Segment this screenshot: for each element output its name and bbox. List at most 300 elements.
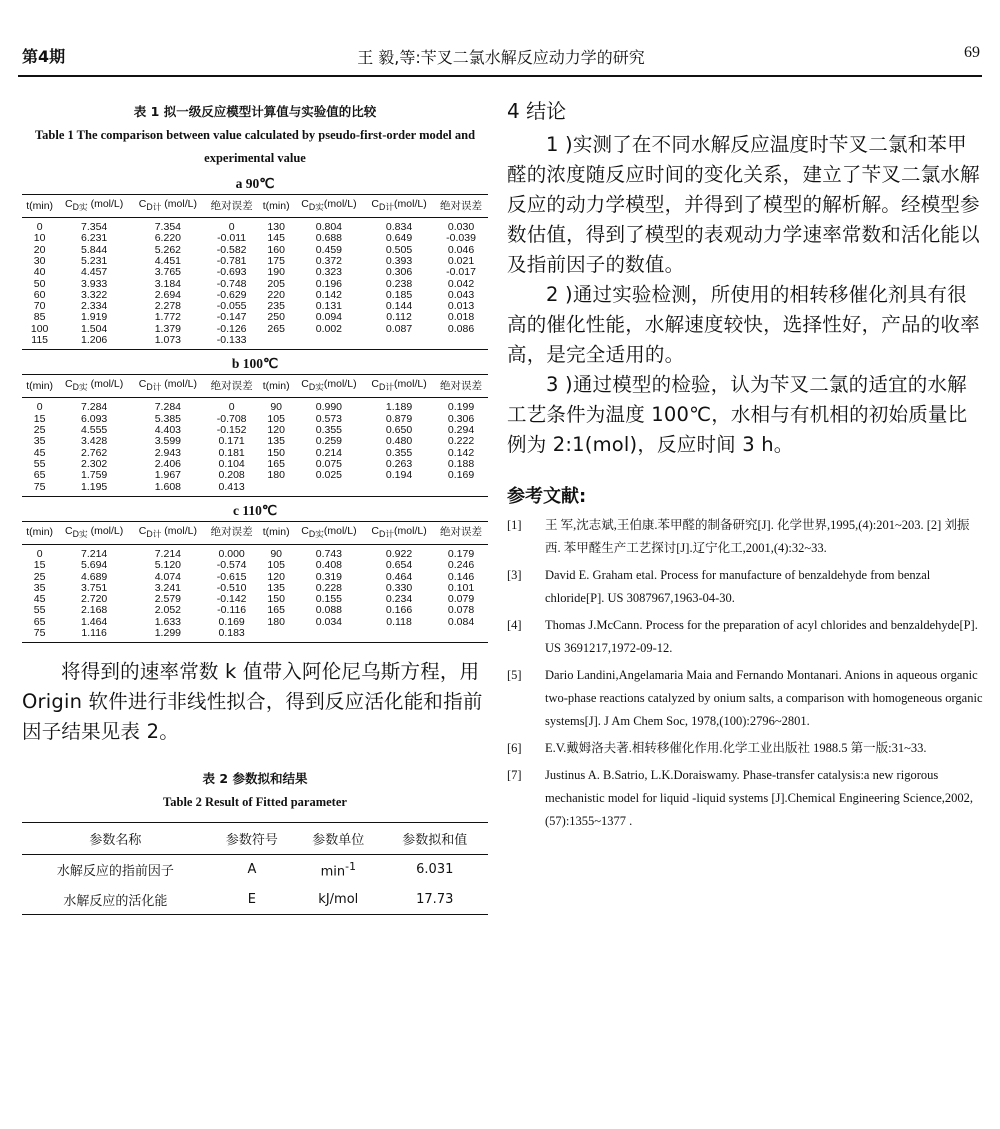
column-header: $C_{D实}(mol/L)$ (301, 524, 357, 539)
table-cell: 0 (228, 221, 235, 234)
table-cell: A (247, 862, 257, 878)
table-cell: 235 (267, 300, 285, 313)
table-cell: 0.183 (218, 627, 245, 639)
table2 (22, 822, 488, 914)
reference-number: [6] (507, 741, 522, 755)
table2-body (22, 855, 488, 914)
table-cell (364, 628, 434, 643)
table-cell: 0.142 (447, 446, 475, 459)
table-cell: -0.748 (216, 277, 247, 290)
table-cell: 5.231 (81, 254, 108, 267)
table-cell: 0.088 (315, 604, 343, 617)
column-header: 绝对误差 (210, 379, 253, 392)
table-cell: -0.708 (216, 412, 247, 425)
table-cell: 0.181 (218, 446, 245, 459)
conclusion-paragraph-1: 1 )实测了在不同水解反应温度时苄叉二氯和苯甲醛的浓度随反应时间的变化关系，建立了苄叉二氯水解反应的动力学模型，并得到了模型的解析解。经模型参数估值，得到了模型的表观动力学速率常数和活化能以及指前因子的数值。 (507, 133, 980, 276)
table-cell: 0.046 (447, 243, 475, 256)
table-cell: -0.055 (216, 300, 247, 313)
table-cell: -0.629 (216, 288, 247, 301)
table-header-row (22, 375, 488, 398)
table-cell: 175 (267, 254, 285, 267)
table-cell: 105 (267, 412, 285, 425)
table-cell: 0.743 (315, 547, 343, 560)
table-cell: 0.002 (315, 322, 343, 335)
table-cell: 2.052 (154, 604, 181, 617)
table-row (22, 482, 488, 497)
table-cell: 0.196 (315, 277, 343, 290)
table-cell: 3.933 (81, 277, 108, 290)
reference-item (507, 664, 983, 733)
reference-item (507, 614, 983, 660)
table-cell: 0.688 (315, 232, 343, 245)
table-cell: 1.504 (81, 322, 108, 335)
table2-caption-cn: 表 2 参数拟和结果 (202, 771, 308, 787)
table-cell: 0 (228, 401, 235, 414)
table-cell: 水解反应的活化能 (22, 885, 209, 915)
table-cell: 15 (33, 412, 46, 425)
table-cell: 0.413 (218, 480, 245, 493)
table-cell: -0.615 (216, 570, 247, 583)
table-cell: 0.185 (385, 288, 413, 301)
table-row (22, 267, 488, 278)
table-header-row (22, 521, 488, 544)
table-cell: 7.354 (81, 221, 108, 234)
table-cell: 0.214 (315, 446, 343, 459)
table-cell: 0.155 (315, 593, 343, 606)
table-cell: 0.043 (447, 288, 475, 301)
table-cell: 1.759 (81, 469, 108, 482)
table-cell: -0.781 (216, 254, 247, 267)
table-cell: 0 (36, 401, 43, 414)
table-cell: 0.042 (447, 277, 475, 290)
column-header: t(min) (26, 199, 54, 212)
reference-number: [4] (507, 618, 522, 632)
table-cell: 0 (36, 221, 43, 234)
table-cell: 3.184 (154, 277, 181, 290)
column-header: t(min) (26, 526, 54, 539)
column-header: $C_{D计}$ (mol/L) (138, 378, 197, 393)
table1-subtitle: c 110℃ (232, 502, 278, 518)
table-cell: 0.084 (447, 615, 475, 628)
reference-number: [3] (507, 568, 522, 582)
table-cell: 1.116 (81, 627, 107, 639)
table-cell: 0.294 (447, 424, 475, 437)
table-cell: 0.169 (218, 615, 245, 628)
table-cell: 65 (33, 615, 46, 628)
table-cell (294, 335, 364, 350)
table-cell: 0.259 (315, 435, 343, 448)
reference-item (507, 737, 983, 760)
right-column (507, 95, 983, 837)
table1-caption-cn: 表 1 拟一级反应模型计算值与实验值的比较 (133, 104, 377, 119)
table-cell: 1.189 (385, 401, 413, 414)
table-cell: 65 (33, 469, 46, 482)
table-cell: 0.166 (385, 604, 413, 617)
column-header: 绝对误差 (440, 379, 483, 392)
table-cell: 5.120 (154, 559, 181, 572)
table-cell: 0.234 (385, 593, 413, 606)
table-cell: 265 (267, 322, 285, 335)
table-cell: 5.694 (81, 559, 108, 572)
table-cell (434, 628, 488, 643)
table-cell: 250 (267, 311, 285, 324)
table-cell: 45 (33, 593, 46, 606)
table-row (22, 436, 488, 447)
table-cell: 5.844 (81, 243, 108, 256)
table1-part (22, 521, 488, 643)
column-header: $C_{D实}(mol/L)$ (301, 378, 357, 393)
table-cell: 2.278 (154, 300, 181, 313)
table-cell: 2.720 (81, 593, 108, 606)
table-cell: 3.751 (81, 581, 108, 594)
column-header: $C_{D计}(mol/L)$ (371, 378, 427, 393)
table-cell: 0.013 (447, 300, 475, 313)
table-cell: -0.574 (216, 559, 247, 572)
table-cell: -0.017 (446, 266, 476, 279)
table-cell: 0.804 (315, 221, 343, 234)
table-cell: -0.039 (446, 232, 476, 245)
table-cell: 4.074 (154, 570, 181, 583)
table-cell: 17.73 (382, 885, 489, 915)
table-cell: 135 (267, 435, 285, 448)
column-header: $C_{D实}$ (mol/L) (65, 524, 124, 539)
table-cell: 15 (33, 559, 46, 572)
column-header: 绝对误差 (440, 526, 483, 539)
table-cell: 0.025 (315, 469, 343, 482)
table-cell: 180 (267, 615, 285, 628)
reference-text: E.V.戴姆洛夫著.相转移催化作用.化学工业出版社 1988.5 第一版:31~33. (545, 741, 927, 755)
reference-text: Justinus A. B.Satrio, L.K.Doraiswamy. Phase-transfer catalysis:a new rigorous mechanistic model for liquid -liquid systems [J].Chemical Engineering Science,2002,(57):1355~1377 . (545, 768, 974, 828)
column-header: $C_{D实}$ (mol/L) (65, 198, 124, 213)
table-cell: 0.021 (447, 254, 475, 267)
table-cell (364, 335, 434, 350)
column-header: 参数名称 (22, 823, 209, 855)
reference-text: Dario Landini,Angelamaria Maia and Fernando Montanari. Anions in aqueous organic two-phase reactions catalyzed by onium salts, a comparison with homogeneous organic systems[J]. J Am Chem Soc, 1978,(100):2796~2801. (545, 668, 983, 728)
table1-subtitle: a 90℃ (235, 176, 275, 191)
table-cell: 3.428 (81, 435, 108, 448)
reference-item (507, 764, 983, 833)
table-header-row (22, 195, 488, 218)
table-cell (259, 482, 294, 497)
table-cell: 90 (270, 401, 283, 414)
reference-number: [5] (507, 668, 522, 682)
reference-text: 王 军,沈志斌,王伯康.苯甲醛的制备研究[J]. 化学世界,1995,(4):201~203. [2] 刘振西. 苯甲醛生产工艺探讨[J].辽宁化工,2001,(4):32~33. (545, 518, 970, 555)
table-cell: 5.262 (154, 243, 181, 256)
table-cell: 0.573 (315, 412, 343, 425)
table-cell: 1.073 (154, 334, 181, 347)
table-cell: -0.126 (216, 322, 247, 335)
reference-number: [7] (507, 768, 522, 782)
table-cell: 0.000 (218, 547, 245, 560)
table-cell: 100 (30, 322, 49, 335)
table-cell: 6.220 (154, 232, 181, 245)
table-cell: 0.879 (385, 412, 413, 425)
conclusion-heading: 4 结论 (507, 99, 567, 123)
column-header: t(min) (262, 379, 290, 392)
table-cell: 0.104 (218, 457, 245, 470)
table-cell: 0.650 (385, 424, 413, 437)
left-column (22, 90, 488, 915)
table-cell: 0.194 (385, 469, 413, 482)
table-cell: 0.649 (385, 232, 413, 245)
table-cell: 2.302 (81, 457, 108, 470)
table2-caption-en: Table 2 Result of Fitted parameter (163, 795, 347, 810)
table-cell: 25 (33, 570, 46, 583)
table-cell: 0.263 (385, 457, 413, 470)
table-row (22, 560, 488, 571)
table-cell: 120 (267, 424, 285, 437)
table-cell: 30 (33, 254, 46, 267)
table-cell: 120 (267, 570, 285, 583)
column-header: 参数符号 (209, 823, 295, 855)
table-cell: 7.214 (154, 547, 181, 560)
table-cell: 0.480 (385, 435, 413, 448)
table-cell: 115 (31, 334, 49, 347)
table-cell: 6.231 (81, 232, 108, 245)
column-header: t(min) (262, 199, 290, 212)
table-cell: 150 (267, 446, 285, 459)
table-cell: 0.171 (218, 435, 245, 448)
table-cell: 1.967 (154, 469, 181, 482)
table-cell: 0.144 (385, 300, 413, 313)
table-cell: 0.355 (315, 424, 343, 437)
table-cell: 75 (33, 480, 46, 493)
table-cell: 3.241 (154, 581, 181, 594)
column-header: t(min) (26, 379, 54, 392)
table-cell: -0.011 (217, 232, 247, 245)
table-cell (434, 482, 488, 497)
table-row (22, 233, 488, 244)
table-cell: 0.199 (447, 401, 475, 414)
table-cell: 1.772 (154, 311, 181, 324)
table-row (22, 218, 488, 234)
table-cell: 0.330 (385, 581, 413, 594)
table-cell: 7.214 (81, 547, 108, 560)
table1-part (22, 194, 488, 350)
table-cell: 7.284 (154, 401, 181, 414)
column-header: $C_{D实}(mol/L)$ (301, 198, 357, 213)
table-cell: 7.354 (154, 221, 181, 234)
table-row (22, 628, 488, 643)
table-cell: 105 (267, 559, 285, 572)
table-cell: 0.086 (447, 322, 475, 335)
table-cell: -0.142 (216, 593, 247, 606)
issue-number: 第4期 (22, 47, 66, 66)
reference-item (507, 564, 983, 610)
table-row (22, 398, 488, 414)
column-header: t(min) (262, 526, 290, 539)
table1 (22, 176, 488, 643)
table-cell (294, 482, 364, 497)
table-cell (434, 335, 488, 350)
table-cell: 5.385 (154, 412, 181, 425)
table-cell: 0.142 (315, 288, 343, 301)
table-cell: 0.034 (315, 615, 343, 628)
table-cell: 0.112 (386, 311, 412, 324)
table-cell: 45 (33, 446, 46, 459)
table-cell: 2.762 (81, 446, 108, 459)
table-cell: 3.322 (81, 288, 108, 301)
table-cell: -0.693 (216, 266, 247, 279)
table-cell (259, 335, 294, 350)
table-cell: 55 (33, 457, 46, 470)
column-header: 绝对误差 (210, 199, 253, 212)
table-cell: 2.334 (81, 300, 108, 313)
column-header: $C_{D计}$ (mol/L) (138, 524, 197, 539)
table-cell: 40 (33, 266, 46, 279)
table1-caption-en: Table 1 The comparison between value calculated by pseudo-first-order model and experimental value (34, 128, 476, 165)
page-header (22, 44, 980, 70)
table-cell: $\min^{-1}$ (320, 860, 356, 880)
table-row (22, 885, 488, 915)
column-header: 绝对误差 (210, 526, 253, 539)
table-cell: 2.694 (154, 288, 181, 301)
table-cell: 70 (33, 300, 46, 313)
table-cell: 水解反应的指前因子 (56, 864, 174, 880)
table-cell: 4.555 (81, 424, 108, 437)
table-cell: 180 (267, 469, 285, 482)
table-cell: 90 (270, 547, 283, 560)
header-rule (18, 75, 982, 77)
table-cell: 160 (267, 243, 285, 256)
table-row (22, 605, 488, 616)
table-cell: 1.206 (81, 334, 108, 347)
table-cell: -0.116 (217, 604, 247, 617)
table-cell: 4.689 (81, 570, 108, 583)
table-cell: 0.079 (447, 593, 475, 606)
table-cell: 1.299 (154, 627, 181, 639)
table-cell: -0.147 (216, 311, 247, 324)
table-cell: 3.599 (154, 435, 181, 448)
table-cell: 0.146 (447, 570, 475, 583)
table-cell: 6.093 (81, 412, 108, 425)
table-cell: 4.451 (154, 254, 181, 267)
table-cell: 55 (33, 604, 46, 617)
table1-subtitle: b 100℃ (231, 356, 279, 372)
table-cell: 35 (33, 435, 46, 448)
table-cell: 25 (33, 424, 46, 437)
reference-text: Thomas J.McCann. Process for the preparation of acyl chlorides and benzaldehyde[P]. US 3691217,1972-09-12. (545, 618, 978, 655)
table-cell: 85 (33, 311, 46, 324)
table-cell: -0.152 (216, 424, 247, 437)
table1-part (22, 374, 488, 496)
table-cell: 0 (36, 547, 43, 560)
table-cell: 0.179 (447, 547, 475, 560)
table-cell: E (209, 885, 295, 915)
table-cell: 0.459 (315, 243, 343, 256)
table-cell: 1.195 (81, 480, 108, 493)
table-cell: 4.403 (154, 424, 181, 437)
table-cell: 2.943 (154, 446, 181, 459)
table-cell: -0.582 (216, 243, 247, 256)
table-cell: 0.169 (447, 469, 475, 482)
table-cell: 0.018 (447, 311, 475, 324)
table-row (22, 544, 488, 560)
table-cell: 6.031 (416, 862, 454, 878)
column-header: $C_{D计}$ (mol/L) (138, 198, 197, 213)
reference-list (507, 514, 983, 833)
table-cell: 0.238 (385, 277, 413, 290)
references-heading: 参考文献: (507, 486, 587, 507)
table-cell: 0.306 (385, 266, 413, 279)
table-cell: 0.188 (447, 457, 475, 470)
reference-text: David E. Graham etal. Process for manufacture of benzaldehyde from benzal chloride[P]. US 3087967,1963-04-30. (545, 568, 931, 605)
table-cell: 0.834 (385, 221, 413, 234)
table-cell: 20 (33, 243, 46, 256)
table-cell: 0.319 (315, 570, 343, 583)
table-cell: 0.246 (447, 559, 475, 572)
table-row (22, 855, 488, 885)
table-cell: 60 (33, 288, 46, 301)
table-cell: 0.075 (315, 457, 343, 470)
table-cell: 1.464 (81, 615, 108, 628)
table-cell: -0.133 (216, 334, 247, 347)
table-cell: 2.168 (81, 604, 108, 617)
table-cell: 0.393 (385, 254, 413, 267)
table-cell: 4.457 (81, 266, 108, 279)
column-header: 绝对误差 (440, 199, 483, 212)
table-cell: 0.094 (315, 311, 343, 324)
reference-item (507, 514, 983, 560)
table-cell: 205 (267, 277, 285, 290)
table-cell: 35 (33, 581, 46, 594)
table-cell: 0.078 (447, 604, 475, 617)
table-cell: 10 (33, 232, 46, 245)
table-cell: 165 (267, 604, 285, 617)
table-cell: 0.087 (385, 322, 413, 335)
table-cell: 2.406 (154, 457, 181, 470)
table-cell: 0.030 (447, 221, 475, 234)
table-cell: 0.372 (315, 254, 343, 267)
table-cell: 0.101 (447, 581, 475, 594)
table-cell: 0.228 (315, 581, 343, 594)
table-cell: 0.990 (315, 401, 343, 414)
table-cell: 0.323 (315, 266, 343, 279)
table-cell (294, 628, 364, 643)
table-cell: 1.919 (81, 311, 108, 324)
table-cell: 1.379 (154, 322, 181, 335)
page-number: 69 (964, 44, 980, 61)
table-cell: 165 (267, 457, 285, 470)
table-cell: -0.510 (216, 581, 247, 594)
table-cell: 130 (267, 221, 285, 234)
table-cell: 0.306 (447, 412, 475, 425)
table-cell: 0.355 (385, 446, 413, 459)
table-cell: 2.579 (154, 593, 181, 606)
table-cell (259, 628, 294, 643)
table-cell: 1.633 (154, 615, 181, 628)
conclusion-paragraph-3: 3 )通过模型的检验，认为苄叉二氯的适宜的水解工艺条件为温度 100℃，水相与有机相的初始质量比例为 2:1(mol)，反应时间 3 h。 (507, 373, 968, 456)
running-title: 王 毅,等:苄叉二氯水解反应动力学的研究 (357, 48, 645, 67)
table-cell: 0.118 (386, 615, 412, 628)
column-header: $C_{D计}(mol/L)$ (371, 524, 427, 539)
table-cell: 0.505 (385, 243, 413, 256)
table-cell: 7.284 (81, 401, 108, 414)
table-cell: 3.765 (154, 266, 181, 279)
table-cell (364, 482, 434, 497)
table-cell: 75 (33, 627, 46, 639)
table-cell: kJ/mol (295, 885, 381, 915)
table-cell: 0.222 (447, 435, 475, 448)
column-header: $C_{D计}(mol/L)$ (371, 198, 427, 213)
table-cell: 0.922 (385, 547, 413, 560)
table-row (22, 470, 488, 481)
conclusion-paragraph-2: 2 )通过实验检测，所使用的相转移催化剂具有很高的催化性能，水解速度较快，选择性好，产品的收率高，是完全适用的。 (507, 283, 980, 366)
table-cell: 0.654 (385, 559, 413, 572)
table-cell: 0.131 (315, 300, 343, 313)
reference-number: [1] (507, 518, 522, 532)
body-paragraph: 将得到的速率常数 k 值带入阿伦尼乌斯方程，用 Origin 软件进行非线性拟合，得到反应活化能和指前因子结果见表 2。 (22, 660, 483, 744)
